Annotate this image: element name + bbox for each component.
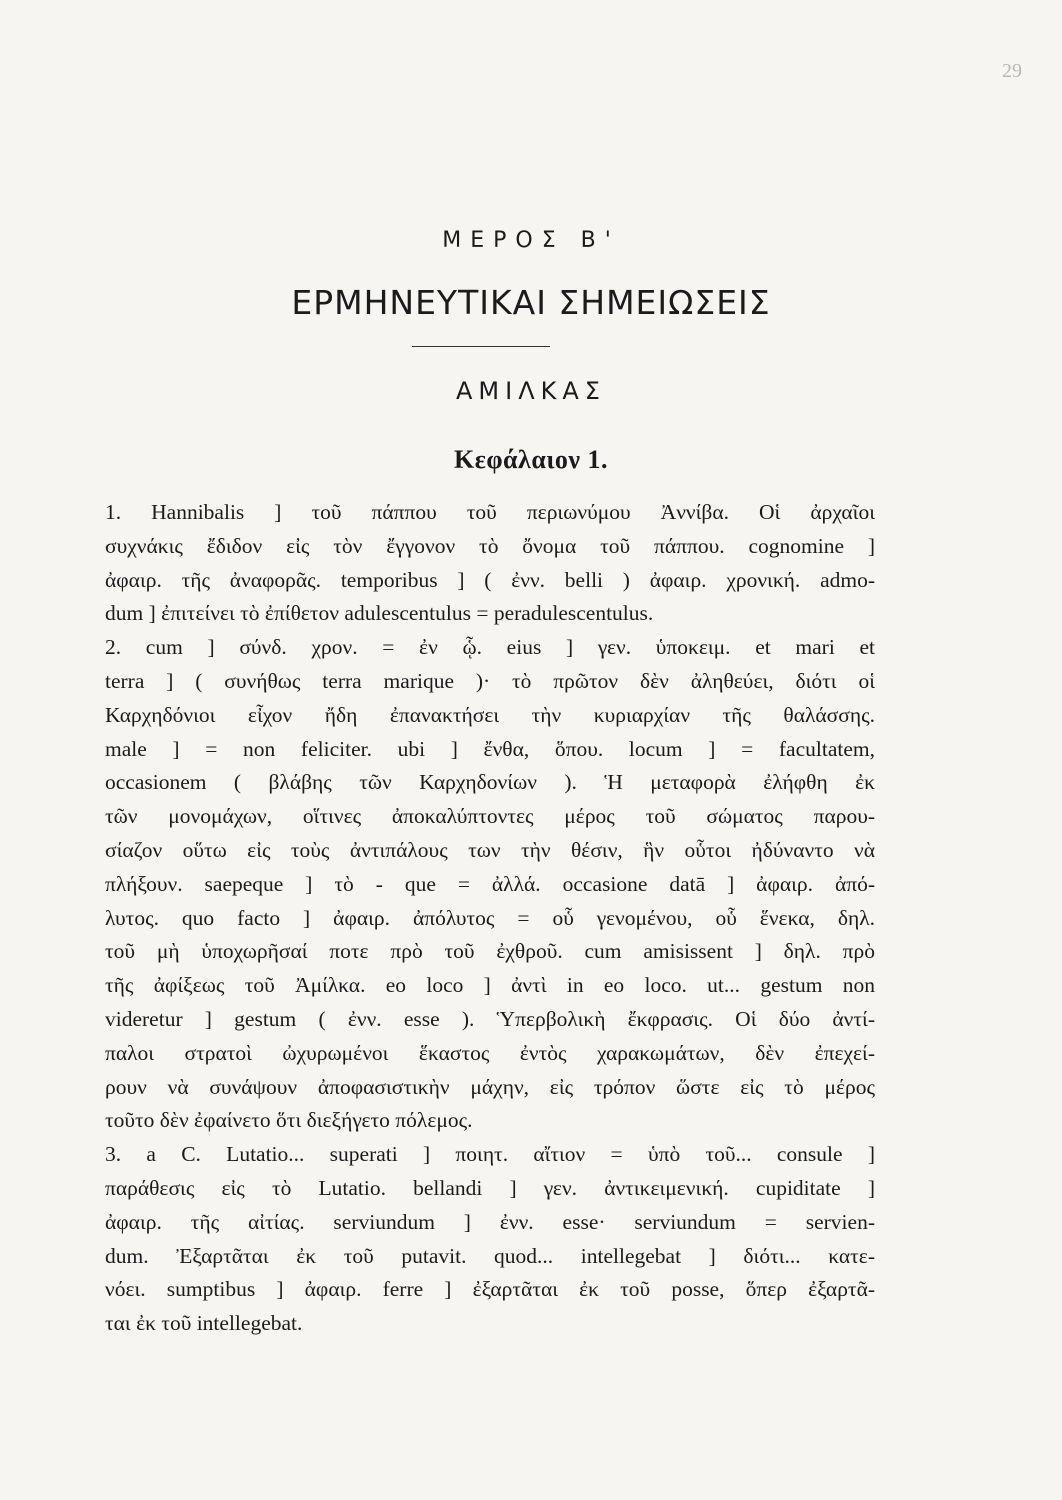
body-text	[105, 496, 875, 1341]
text-line: παράθεσις εἰς τὸ Lutatio. bellandi ] γεν. ἀντικειμενική. cupiditate ]	[105, 1175, 875, 1200]
text-line: ἀφαιρ. τῆς ἀναφορᾶς. temporibus ] ( ἐνν. belli ) ἀφαιρ. χρονική. admo-	[105, 567, 875, 592]
main-title: ΕΡΜΗΝΕΥΤΙΚΑΙ ΣΗΜΕΙΩΣΕΙΣ	[291, 283, 771, 322]
text-line: λυτος. quo facto ] ἀφαιρ. ἀπόλυτος = οὗ γενομένου, οὗ ἕνεκα, δηλ.	[105, 905, 875, 930]
text-line: παλοι στρατοὶ ὠχυρωμένοι ἕκαστος ἐντὸς χαρακωμάτων, δὲν ἐπεχεί-	[105, 1040, 875, 1065]
text-line: τοῦ μὴ ὑποχωρῆσαί ποτε πρὸ τοῦ ἐχθροῦ. cum amisissent ] δηλ. πρὸ	[105, 939, 875, 964]
text-line: τῶν μονομάχων, οἵτινες ἀποκαλύπτοντες μέρος τοῦ σώματος παρου-	[105, 804, 875, 829]
chapter-title: Κεφάλαιον 1.	[453, 445, 609, 474]
text-line: Καρχηδόνιοι εἶχον ἤδη ἐπανακτήσει τὴν κυριαρχίαν τῆς θαλάσσης.	[105, 702, 875, 727]
text-line: ρουν νὰ συνάψουν ἀποφασιστικὴν μάχην, εἰς τρόπον ὥστε εἰς τὸ μέρος	[105, 1074, 875, 1099]
title-divider	[412, 346, 550, 347]
text-line: videretur ] gestum ( ἐνν. esse ). Ὑπερβολικὴ ἔκφρασις. Οἱ δύο ἀντί-	[105, 1006, 875, 1031]
text-line: dum ] ἐπιτείνει τὸ ἐπίθετον adulescentulus = peradulescentulus.	[105, 601, 654, 626]
text-line: πλήξουν. saepeque ] τὸ - que = ἀλλά. occasione datā ] ἀφαιρ. ἀπό-	[105, 871, 875, 896]
text-line: τοῦτο δὲν ἐφαίνετο ὅτι διεξήγετο πόλεμος.	[105, 1108, 473, 1133]
text-line: 1. Hannibalis ] τοῦ πάππου τοῦ περιωνύμου Ἀννίβα. Οἱ ἀρχαῖοι	[105, 500, 875, 524]
text-line: 2. cum ] σύνδ. χρον. = ἐν ᾧ. eius ] γεν. ὑποκειμ. et mari et	[105, 635, 875, 660]
text-line: σίαζον οὕτω εἰς τοὺς ἀντιπάλους των τὴν θέσιν, ἣν οὗτοι ἠδύναντο νὰ	[105, 837, 875, 862]
text-line: νόει. sumptibus ] ἀφαιρ. ferre ] ἐξαρτᾶται ἐκ τοῦ posse, ὅπερ ἐξαρτᾶ-	[105, 1277, 875, 1302]
text-line: male ] = non feliciter. ubi ] ἔνθα, ὅπου. locum ] = facultatem,	[105, 736, 875, 761]
text-line: τῆς ἀφίξεως τοῦ Ἀμίλκα. eo loco ] ἀντὶ in eo loco. ut... gestum non	[105, 973, 875, 998]
text-line: ται ἐκ τοῦ intellegebat.	[105, 1311, 303, 1336]
text-line: 3. a C. Lutatio... superati ] ποιητ. αἴτιον = ὑπὸ τοῦ... consule ]	[105, 1142, 875, 1167]
text-line: dum. Ἐξαρτᾶται ἐκ τοῦ putavit. quod... intellegebat ] διότι... κατε-	[105, 1243, 875, 1268]
text-line: ἀφαιρ. τῆς αἰτίας. serviundum ] ἐνν. esse· serviundum = servien-	[105, 1209, 875, 1234]
text-line: occasionem ( βλάβης τῶν Καρχηδονίων ). Ἡ μεταφορὰ ἐλήφθη ἐκ	[105, 770, 875, 795]
part-label: ΜΕΡΟΣ Β'	[442, 228, 620, 253]
text-line: συχνάκις ἔδιδον εἰς τὸν ἔγγονον τὸ ὄνομα τοῦ πάππου. cognomine ]	[105, 533, 875, 558]
text-line: terra ] ( συνήθως terra marique )· τὸ πρῶτον δὲν ἀληθεύει, διότι οἱ	[105, 668, 875, 693]
section-title: ΑΜΙΛΚΑΣ	[456, 377, 606, 405]
page-number: 29	[1002, 60, 1022, 82]
